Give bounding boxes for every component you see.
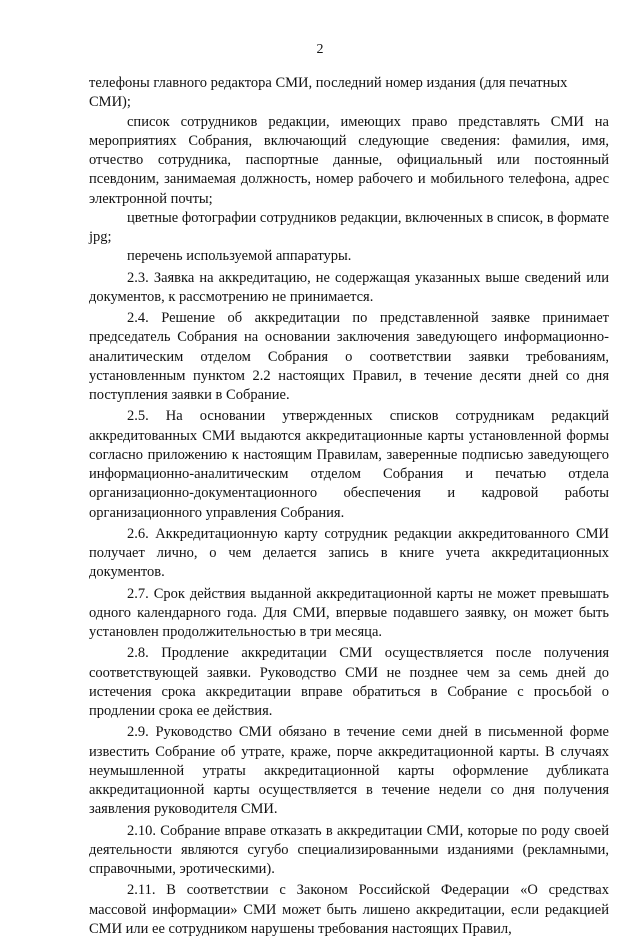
paragraph: 2.5. На основании утвержденных списков сотрудникам редакций аккредитованных СМИ выдаются аккредитационные карты установленной формы согласно приложению к настоящим Правилам, заверенные подписью заведующего информационно-аналитическим отделом Собрания и печатью отдела организационно-документационного обеспечения и кадровой работы организационного управления Собрания. <box>89 408 609 521</box>
paragraph: цветные фотографии сотрудников редакции, включенных в список, в формате jpg; <box>89 209 609 245</box>
paragraph: 2.11. В соответствии с Законом Российской Федерации «О средствах массовой информации» СМИ может быть лишено аккредитации, если редакцией СМИ или ее сотрудником нарушены требования настоящих Правил, <box>89 882 609 937</box>
paragraph: 2.10. Собрание вправе отказать в аккредитации СМИ, которые по роду своей деятельности являются сугубо специализированными изданиями (рекламными, справочными, эротическими). <box>89 822 609 877</box>
paragraph: 2.4. Решение об аккредитации по представленной заявке принимает председатель Собрания на основании заключения заведующего информационно-аналитическим отделом Собрания о соответствии заявки требованиям, установленным пунктом 2.2 настоящих Правил, в течение десяти дней со дня поступления заявки в Собрание. <box>89 310 609 403</box>
paragraph: 2.8. Продление аккредитации СМИ осуществляется после получения соответствующей заявки. Руководство СМИ не позднее чем за семь дней до истечения срока аккредитации вправе обратиться в Собрание с просьбой о продлении срока ее действия. <box>89 645 609 719</box>
paragraph: 2.9. Руководство СМИ обязано в течение семи дней в письменной форме известить Собрание об утрате, краже, порче аккредитационной карты. В случаях неумышленной утраты аккредитационной карты оформление дубликата аккредитационной карты осуществляется в течение недели со дня получения заявления руководителя СМИ. <box>89 724 609 818</box>
paragraph: 2.7. Срок действия выданной аккредитационной карты не может превышать одного календарного года. Для СМИ, впервые подавшего заявку, он может быть установлен продолжительностью в три месяца. <box>89 585 609 640</box>
paragraph: список сотрудников редакции, имеющих право представлять СМИ на мероприятиях Собрания, включающий следующие сведения: фамилия, имя, отчество сотрудника, паспортные данные, официальный или постоянный псевдоним, занимаемая должность, номер рабочего и мобильного телефона, адрес электронной почты; <box>89 113 609 207</box>
paragraph: телефоны главного редактора СМИ, последний номер издания (для печатных СМИ); <box>89 75 568 111</box>
paragraph: перечень используемой аппаратуры. <box>127 248 352 265</box>
paragraph: 2.6. Аккредитационную карту сотрудник редакции аккредитованного СМИ получает лично, о чем делается запись в книге учета аккредитационных документов. <box>89 525 609 581</box>
paragraph: 2.3. Заявка на аккредитацию, не содержащая указанных выше сведений или документов, к рассмотрению не принимается. <box>89 269 609 305</box>
page-number: 2 <box>316 42 324 57</box>
document-body <box>89 74 609 939</box>
